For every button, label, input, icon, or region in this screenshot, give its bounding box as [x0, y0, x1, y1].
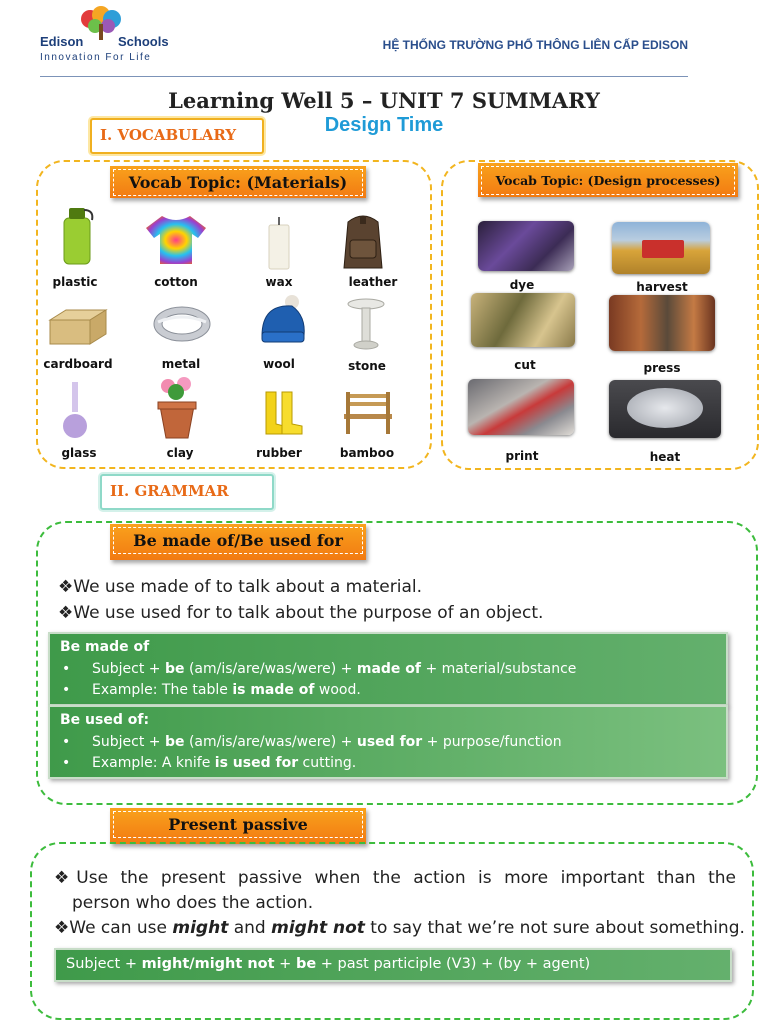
school-name: HỆ THỐNG TRƯỜNG PHỔ THÔNG LIÊN CẤP EDISON	[382, 38, 688, 52]
harvest-photo	[612, 222, 710, 274]
stone-birdbath-icon	[346, 298, 386, 350]
material-label-wax: wax	[265, 275, 293, 289]
processes-banner-label: Vocab Topic: (Design processes)	[481, 166, 735, 195]
section-vocabulary: I. VOCABULARY	[90, 118, 264, 154]
candle-icon	[266, 215, 292, 271]
bamboo-bench-icon	[342, 390, 394, 436]
passive-rule-line1: ❖Use the present passive when the action is more important than the	[54, 868, 736, 888]
material-label-rubber: rubber	[256, 446, 302, 460]
be-made-of-formula: • Subject + be (am/is/are/was/were) + made of + material/substance	[62, 661, 577, 677]
header-divider	[40, 76, 688, 77]
materials-banner-label: Vocab Topic: (Materials)	[113, 169, 363, 196]
be-used-for-title: Be used of:	[60, 712, 150, 728]
metal-bracelet-icon	[152, 304, 212, 344]
material-label-leather: leather	[348, 275, 398, 289]
might-rule-line: ❖We can use might and might not to say that we’re not sure about something.	[54, 918, 745, 938]
material-label-cotton: cotton	[154, 275, 198, 289]
process-label-print: print	[505, 449, 539, 463]
rubber-boots-icon	[262, 390, 304, 436]
grammar1-line1: ❖We use made of to talk about a material.	[58, 577, 422, 597]
material-label-clay: clay	[166, 446, 194, 460]
be-used-for-formula: • Subject + be (am/is/are/was/were) + used for + purpose/function	[62, 734, 562, 750]
leather-backpack-icon	[340, 210, 386, 270]
page-subtitle: Design Time	[324, 114, 444, 136]
material-label-bamboo: bamboo	[339, 446, 395, 460]
print-photo	[468, 379, 574, 435]
grammar1-banner	[110, 524, 366, 560]
grammar2-banner	[110, 808, 366, 844]
glass-vase-icon	[60, 380, 90, 440]
section-grammar: II. GRAMMAR	[100, 474, 274, 510]
material-label-metal: metal	[161, 357, 201, 371]
heat-photo	[609, 380, 721, 438]
logo-tagline: Innovation For Life	[40, 52, 152, 63]
be-made-of-example: • Example: The table is made of wood.	[62, 682, 361, 698]
processes-banner	[478, 163, 738, 197]
might-formula-box	[54, 948, 732, 982]
be-used-for-box	[48, 705, 728, 779]
edison-logo	[38, 6, 178, 68]
grammar1-line2: ❖We use used for to talk about the purpose of an object.	[58, 603, 544, 623]
be-made-of-box	[48, 632, 728, 706]
process-label-dye: dye	[509, 278, 535, 292]
materials-banner	[110, 166, 366, 198]
might-formula: Subject + might/might not + be + past participle (V3) + (by + agent)	[66, 956, 591, 972]
process-label-cut: cut	[514, 358, 536, 372]
grammar1-banner-label: Be made of/Be used for	[113, 527, 363, 554]
passive-rule-line2: person who does the action.	[72, 893, 314, 913]
page-title: Learning Well 5 – UNIT 7 SUMMARY	[168, 88, 600, 113]
material-label-stone: stone	[348, 359, 386, 373]
plastic-bottle-icon	[60, 204, 94, 266]
material-label-glass: glass	[61, 446, 97, 460]
process-label-heat: heat	[649, 450, 681, 464]
logo-text-left: Edison	[40, 34, 84, 49]
logo-text-right: Schools	[118, 34, 169, 49]
grammar2-banner-label: Present passive	[113, 811, 363, 838]
cardboard-box-icon	[46, 306, 110, 346]
material-label-wool: wool	[263, 357, 295, 371]
be-made-of-title: Be made of	[60, 639, 150, 655]
dye-photo	[478, 221, 574, 271]
clay-pot-icon	[154, 376, 200, 440]
material-label-cardboard: cardboard	[43, 357, 113, 371]
process-label-harvest: harvest	[636, 280, 688, 294]
cut-photo	[471, 293, 575, 347]
press-photo	[609, 295, 715, 351]
process-label-press: press	[643, 361, 681, 375]
wool-hat-icon	[258, 294, 308, 346]
be-used-for-example: • Example: A knife is used for cutting.	[62, 755, 357, 771]
tshirt-icon	[144, 212, 208, 266]
material-label-plastic: plastic	[52, 275, 98, 289]
